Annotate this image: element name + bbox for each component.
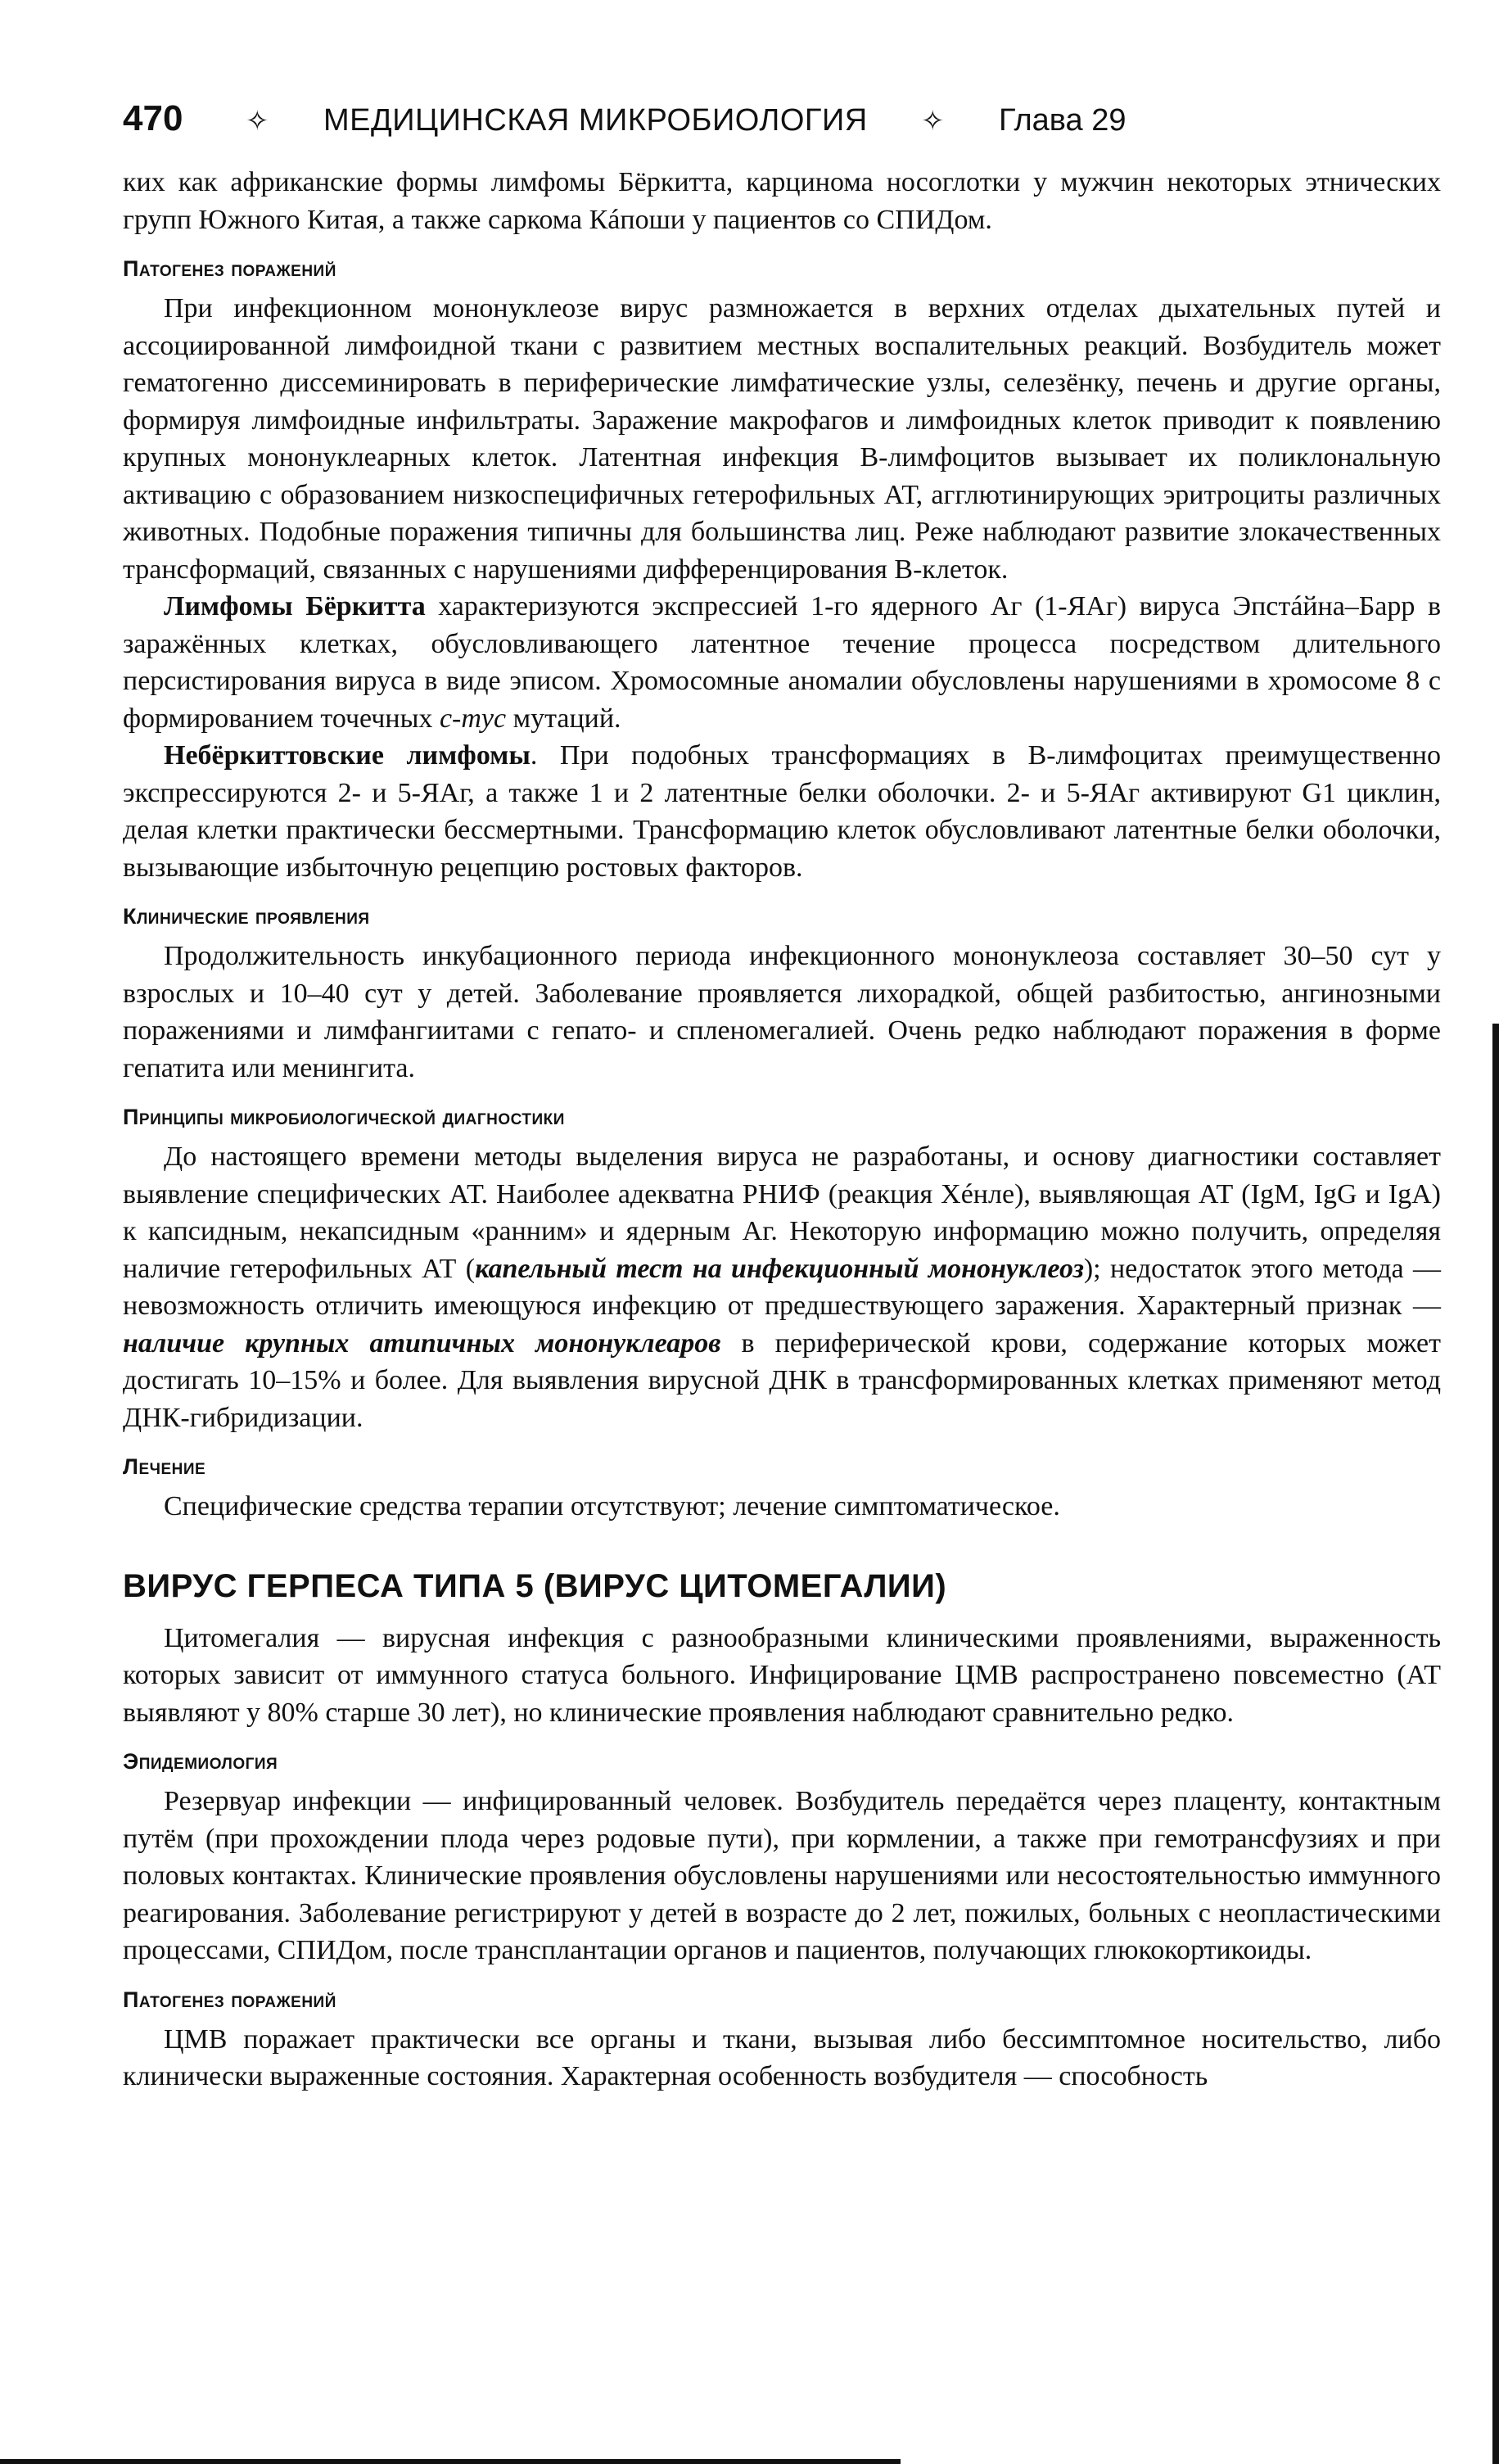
cmv-intro-paragraph: Цитомегалия — вирусная инфекция с разнообразными клиническими проявлениями, выраженность которых зависит от иммунного статуса больного. Инфицирование ЦМВ распространено повсеместно (АТ выявляют у 80% старше 30 лет), но клинические проявления наблюдают сравнительно редко. <box>123 1622 1441 1728</box>
section-heading-diagnostics: Принципы микробиологической диагностики <box>123 1105 565 1129</box>
diagnostics-text-b: ); недостаток этого метода — невозможность отличить имеющуюся инфекцию от предшествующего заражения. Характерный признак — <box>123 1253 1441 1321</box>
page-number: 470 <box>123 98 183 138</box>
section-heading-pathogenesis: Патогенез поражений <box>123 256 336 281</box>
burkitt-paragraph <box>123 588 1441 737</box>
term-drop-test: капельный тест на инфекционный мононуклеоз <box>475 1253 1084 1284</box>
chapter-heading-cmv: ВИРУС ГЕРПЕСА ТИПА 5 (ВИРУС ЦИТОМЕГАЛИИ) <box>123 1567 947 1604</box>
diagnostics-paragraph <box>123 1138 1441 1436</box>
section-heading-treatment: Лечение <box>123 1454 206 1479</box>
book-page <box>123 98 1441 2096</box>
chapter-label: Глава 29 <box>999 103 1127 138</box>
burkitt-text-b: мутаций. <box>506 703 621 734</box>
intro-paragraph: ких как африканские формы лимфомы Бёркитта, карцинома носоглотки у мужчин некоторых этнических групп Южного Китая, а также саркома Кáпоши у пациентов со СПИДом. <box>123 167 1441 235</box>
treatment-paragraph: Специфические средства терапии отсутствуют; лечение симптоматическое. <box>164 1491 1060 1521</box>
diagnostics-text-c: в периферической крови, содержание которых может достигать 10–15% и более. Для выявления вирусной ДНК в трансформированных клетках применяют метод ДНК-гибридизации. <box>123 1327 1442 1433</box>
running-header <box>123 98 1441 164</box>
diamond-separator-icon: ✧ <box>921 106 945 137</box>
section-heading-pathogenesis-cmv: Патогенез поражений <box>123 1987 336 2012</box>
term-non-burkitt: Небёркиттовские лимфомы <box>164 740 531 771</box>
book-title: МЕДИЦИНСКАЯ МИКРОБИОЛОГИЯ <box>323 103 868 138</box>
non-burkitt-paragraph <box>123 737 1441 886</box>
diamond-separator-icon: ✧ <box>246 106 269 137</box>
epidemiology-paragraph: Резервуар инфекции — инфицированный человек. Возбудитель передаётся через плаценту, контактным путём (при прохождении плода через родовые пути), при кормлении, а также при гемотрансфузиях и при половых контактах. Клинические проявления обусловлены нарушениями или несостоятельностью иммунного реагирования. Заболевание регистрируют у детей в возрасте до 2 лет, пожилых, больных с неопластическими процессами, СПИДом, после трансплантации органов и пациентов, получающих глюкокортикоиды. <box>123 1786 1441 1965</box>
term-atypical-cells: наличие крупных атипичных мононуклеаров <box>123 1327 721 1359</box>
scan-border-right <box>1492 1024 1499 2464</box>
section-heading-epidemiology: Эпидемиология <box>123 1749 278 1774</box>
burkitt-text-a: характеризуются экспрессией 1-го ядерного Аг (1-ЯАг) вируса Эпстáйна–Барр в заражённых клетках, обусловливающего латентное течение процесса посредством длительного персистирования вируса в виде эписом. Хромосомные аномалии обусловлены нарушениями в хромосоме 8 с формированием точечных <box>123 591 1441 734</box>
diagnostics-text-a: До настоящего времени методы выделения вируса не разработаны, и основу диагностики составляет выявление специфических АТ. Наиболее адекватна РНИФ (реакция Хéнле), выявляющая АТ (IgM, IgG и IgA) к капсидным, некапсидным «ранним» и ядерным Аг. Некоторую информацию можно получить, определяя наличие гетерофильных АТ ( <box>123 1142 1441 1284</box>
scan-border-bottom <box>0 2459 901 2464</box>
non-burkitt-text: . При подобных трансформациях в В-лимфоцитах преимущественно экспрессируются 2- и 5-ЯАг, а также 1 и 2 латентные белки оболочки. 2- и 5-ЯАг активируют G1 циклин, делая клетки практически бессмертными. Трансформацию клеток обусловливают латентные белки оболочки, вызывающие избыточную рецепцию ростовых факторов. <box>123 740 1441 883</box>
pathogenesis-paragraph: При инфекционном мононуклеозе вирус размножается в верхних отделах дыхательных путей и ассоциированной лимфоидной ткани с развитием местных воспалительных реакций. Возбудитель может гематогенно диссеминировать в периферические лимфатические узлы, селезёнку, печень и другие органы, формируя лимфоидные инфильтраты. Заражение макрофагов и лимфоидных клеток приводит к появлению крупных мононуклеарных клеток. Латентная инфекция В-лимфоцитов вызывает их поликлональную активацию с образованием низкоспецифичных гетерофильных АТ, агглютинирующих эритроциты различных животных. Подобные поражения типичны для большинства лиц. Реже наблюдают развитие злокачественных трансформаций, связанных с нарушениями дифференцирования В-клеток. <box>123 293 1441 585</box>
pathogenesis-cmv-paragraph: ЦМВ поражает практически все органы и ткани, вызывая либо бессимптомное носительство, либо клинически выраженные состояния. Характерная особенность возбудителя — способность <box>123 2023 1441 2091</box>
clinical-paragraph: Продолжительность инкубационного периода инфекционного мононуклеоза составляет 30–50 сут у взрослых и 10–40 сут у детей. Заболевание проявляется лихорадкой, общей разбитостью, ангинозными поражениями и лимфангиитами с гепато- и спленомегалией. Очень редко наблюдают поражения в форме гепатита или менингита. <box>123 941 1441 1083</box>
term-cmyc: c-myc <box>439 703 507 734</box>
section-heading-clinical: Клинические проявления <box>123 904 370 929</box>
term-burkitt: Лимфомы Бёркитта <box>164 591 426 622</box>
